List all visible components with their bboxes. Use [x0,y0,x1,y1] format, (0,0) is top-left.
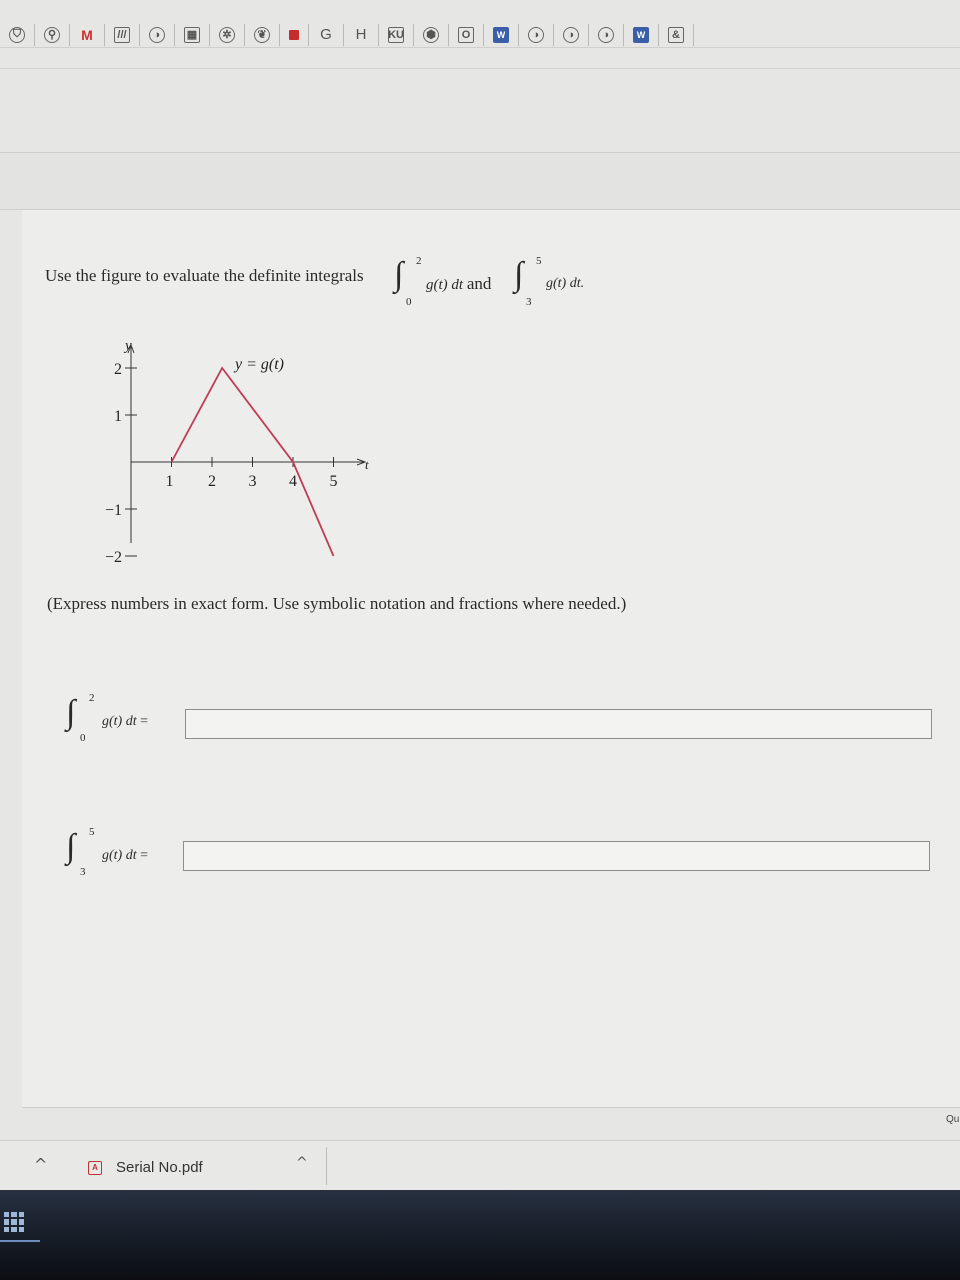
browser-tab[interactable] [624,24,659,46]
answer-2-label: ∫ 5 3 g(t) dt = [66,826,149,878]
browser-tab[interactable] [414,24,449,46]
start-grid-icon[interactable] [4,1212,24,1232]
graph-ticks [105,361,338,566]
y-tick-label: 2 [114,361,122,378]
gmail-icon: M [81,26,93,43]
pdf-icon: A [88,1161,102,1175]
browser-tab[interactable] [344,24,379,46]
google-icon: G [320,26,332,43]
red-square-icon [289,30,299,40]
curve-label: y = g(t) [235,356,284,373]
taskbar-active-indicator [0,1240,40,1242]
word-icon: W [493,27,509,43]
answer-1-label: ∫ 2 0 g(t) dt = [66,692,149,744]
browser-tab[interactable] [379,24,414,46]
chevron-up-icon[interactable]: ^ [34,1155,48,1174]
browser-tab[interactable] [105,24,140,46]
answer-input-2[interactable] [183,841,930,871]
browser-tab[interactable] [280,24,309,46]
browser-tab[interactable] [0,24,35,46]
circle-app-icon: ◑ [563,27,579,43]
outlook-icon: O [458,27,474,43]
x-tick-label: 5 [329,473,338,490]
ampersand-icon: & [668,27,684,43]
red-app-icon: /// [114,27,130,43]
graph-axes [128,345,365,543]
x-tick-label: 3 [248,473,257,490]
download-item[interactable] [88,1159,203,1176]
ku-icon: KU [388,28,404,41]
browser-tab[interactable] [140,24,175,46]
x-tick-label: 2 [208,473,216,490]
integral-expression-2: ∫ 5 3 g(t) dt. [514,255,585,308]
browser-tab[interactable] [659,24,694,46]
circle-app-icon: ◑ [149,27,165,43]
y-axis-label: y [125,338,132,354]
answer-input-1[interactable] [185,709,932,739]
browser-tab[interactable] [589,24,624,46]
download-menu-icon[interactable]: ^ [296,1155,308,1171]
instructions-text: (Express numbers in exact form. Use symbolic notation and fractions where needed.) [47,594,627,613]
x-tick-label: 1 [165,473,174,490]
leaf-icon: ❦ [254,27,270,43]
chatgpt-icon: ✲ [219,27,235,43]
question-prompt: Use the figure to evaluate the definite integrals [45,266,364,285]
browser-tab[interactable] [519,24,554,46]
shield-icon: ⛉ [9,27,25,43]
x-axis-label: t [365,457,369,472]
header-band [0,152,960,210]
browser-tab[interactable] [309,24,344,46]
h-icon: H [355,26,367,43]
word-icon: W [633,27,649,43]
browser-tab[interactable] [70,24,105,46]
integral-expression-1: ∫ 2 0 g(t) dt and [394,255,492,308]
taskbar [0,1190,960,1280]
browser-tab[interactable] [449,24,484,46]
browser-tab[interactable] [245,24,280,46]
y-tick-label: −1 [104,502,122,519]
function-graph [95,335,385,566]
pin-icon: ⚲ [44,27,60,43]
circle-app-icon: ◑ [528,27,544,43]
grid-app-icon: ▦ [184,27,200,43]
y-tick-label: −2 [104,549,122,566]
x-tick-label: 4 [289,473,297,490]
browser-tab-strip [0,22,960,48]
hexagon-icon: ⬢ [423,27,439,43]
browser-tab[interactable] [554,24,589,46]
circle-app-icon: ◑ [598,27,614,43]
download-divider [326,1147,327,1185]
browser-tab[interactable] [210,24,245,46]
download-bar [0,1140,960,1190]
side-text: Qu [946,1114,960,1125]
y-tick-label: 1 [114,408,122,425]
download-file-name: Serial No.pdf [116,1159,203,1176]
browser-tab[interactable] [484,24,519,46]
browser-tab[interactable] [175,24,210,46]
browser-tab[interactable] [35,24,70,46]
toolbar-divider [0,68,960,69]
